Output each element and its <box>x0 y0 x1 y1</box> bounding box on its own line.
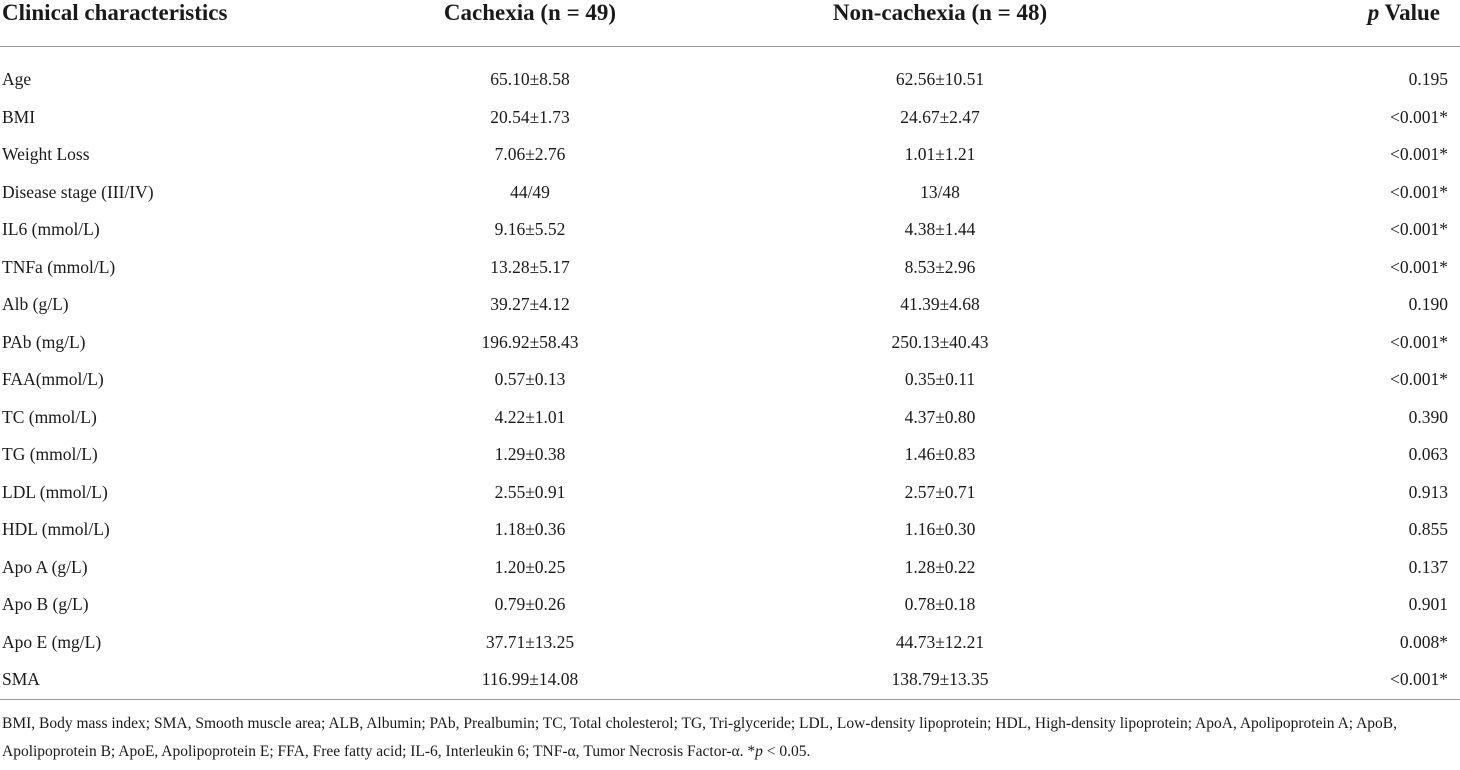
cell-non-cachexia: 13/48 <box>920 181 960 202</box>
cell-characteristic: Apo A (g/L) <box>2 556 88 577</box>
table-footnote <box>2 710 1457 766</box>
table-row <box>0 286 1460 324</box>
table-row <box>0 661 1460 699</box>
cell-cachexia: 1.20±0.25 <box>494 556 566 577</box>
cell-p-value: 0.190 <box>1408 294 1448 315</box>
cell-cachexia: 44/49 <box>510 181 550 202</box>
cell-cachexia: 39.27±4.12 <box>490 294 570 315</box>
cell-characteristic: PAb (mg/L) <box>2 331 86 352</box>
table-row <box>0 136 1460 174</box>
cell-non-cachexia: 0.78±0.18 <box>904 594 976 615</box>
cell-cachexia: 1.29±0.38 <box>494 444 566 465</box>
footnote-tail: < 0.05. <box>762 743 811 760</box>
table-row <box>0 436 1460 474</box>
cell-cachexia: 0.79±0.26 <box>494 594 566 615</box>
header-p-italic: p <box>1367 0 1380 25</box>
table-row <box>0 99 1460 137</box>
cell-p-value: 0.063 <box>1408 444 1448 465</box>
table-row <box>0 399 1460 437</box>
table-row <box>0 586 1460 624</box>
cell-characteristic: Apo E (mg/L) <box>2 631 102 652</box>
header-cachexia: Cachexia (n = 49) <box>443 0 617 25</box>
table-row <box>0 174 1460 212</box>
cell-cachexia: 9.16±5.52 <box>494 219 566 240</box>
header-row <box>0 0 1460 47</box>
cell-cachexia: 116.99±14.08 <box>330 661 730 699</box>
cell-characteristic: LDL (mmol/L) <box>2 481 108 502</box>
cell-characteristic: Apo B (g/L) <box>2 594 89 615</box>
cell-non-cachexia: 2.57±0.71 <box>904 481 976 502</box>
cell-non-cachexia: 0.35±0.11 <box>904 369 976 390</box>
cell-p-value: 0.855 <box>1408 519 1448 540</box>
cell-cachexia: 1.18±0.36 <box>494 519 566 540</box>
cell-p-value: 0.195 <box>1408 69 1448 90</box>
cell-cachexia: 4.22±1.01 <box>494 406 566 427</box>
cell-cachexia: 37.71±13.25 <box>485 631 575 652</box>
table-row <box>0 474 1460 512</box>
cell-cachexia: 7.06±2.76 <box>494 144 566 165</box>
cell-cachexia: 2.55±0.91 <box>494 481 566 502</box>
cell-characteristic: HDL (mmol/L) <box>2 519 110 540</box>
table-row <box>0 249 1460 287</box>
cell-non-cachexia: 1.46±0.83 <box>904 444 976 465</box>
cell-p-value: 0.901 <box>1408 594 1448 615</box>
cell-characteristic: TNFa (mmol/L) <box>2 256 116 277</box>
cell-non-cachexia: 4.37±0.80 <box>904 406 976 427</box>
table-row <box>0 624 1460 662</box>
cell-p-value: <0.001* <box>1150 661 1460 699</box>
cell-characteristic: Disease stage (III/IV) <box>2 181 154 202</box>
cell-non-cachexia: 138.79±13.35 <box>730 661 1150 699</box>
cell-cachexia: 65.10±8.58 <box>490 69 570 90</box>
cell-non-cachexia: 1.28±0.22 <box>904 556 976 577</box>
header-clinical-characteristics: Clinical characteristics <box>2 0 228 25</box>
cell-p-value: <0.001* <box>1390 181 1448 202</box>
cell-characteristic: IL6 (mmol/L) <box>2 219 100 240</box>
cell-characteristic: Alb (g/L) <box>2 294 69 315</box>
cell-p-value: 0.137 <box>1408 556 1448 577</box>
cell-characteristic: Weight Loss <box>2 144 90 165</box>
cell-cachexia: 196.92±58.43 <box>481 331 579 352</box>
cell-p-value: <0.001* <box>1390 106 1448 127</box>
header-value-word: Value <box>1379 0 1440 25</box>
cell-non-cachexia: 1.01±1.21 <box>904 144 976 165</box>
cell-characteristic: TG (mmol/L) <box>2 444 98 465</box>
cell-non-cachexia: 62.56±10.51 <box>895 69 985 90</box>
table-body <box>0 47 1460 700</box>
table-row <box>0 324 1460 362</box>
cell-non-cachexia: 1.16±0.30 <box>904 519 976 540</box>
table-row <box>0 511 1460 549</box>
cell-cachexia: 13.28±5.17 <box>490 256 570 277</box>
cell-non-cachexia: 250.13±40.43 <box>891 331 989 352</box>
table-row <box>0 361 1460 399</box>
footnote-p-italic: p <box>755 743 763 760</box>
table-row <box>0 61 1460 99</box>
cell-p-value: <0.001* <box>1390 219 1448 240</box>
cell-p-value: <0.001* <box>1390 256 1448 277</box>
cell-p-value: <0.001* <box>1390 331 1448 352</box>
table-row <box>0 549 1460 587</box>
cell-p-value: <0.001* <box>1390 144 1448 165</box>
cell-non-cachexia: 44.73±12.21 <box>895 631 985 652</box>
table-row <box>0 211 1460 249</box>
header-spacer <box>0 47 1460 62</box>
header-non-cachexia: Non-cachexia (n = 48) <box>832 0 1048 25</box>
cell-characteristic: FAA(mmol/L) <box>2 369 104 390</box>
cell-non-cachexia: 4.38±1.44 <box>904 219 976 240</box>
cell-non-cachexia: 41.39±4.68 <box>900 294 980 315</box>
cell-cachexia: 20.54±1.73 <box>490 106 570 127</box>
cell-p-value: 0.913 <box>1408 481 1448 502</box>
cell-non-cachexia: 8.53±2.96 <box>904 256 976 277</box>
cell-characteristic: SMA <box>0 661 330 699</box>
cell-p-value: 0.008* <box>1399 631 1448 652</box>
cell-cachexia: 0.57±0.13 <box>494 369 566 390</box>
cell-non-cachexia: 24.67±2.47 <box>900 106 980 127</box>
cell-p-value: <0.001* <box>1390 369 1448 390</box>
cell-characteristic: BMI <box>2 106 36 127</box>
footnote-text: BMI, Body mass index; SMA, Smooth muscle area; ALB, Albumin; PAb, Prealbumin; TC, Total cholesterol; TG, Tri-glyceride; LDL, Low-density lipoprotein; HDL, High-density lipoprotein; ApoA, Apolipoprotein A; ApoB, Apolipoprotein B; ApoE, Apolipoprotein E; FFA, Free fatty acid; IL-6, Interleukin 6; TNF-α, Tumor Necrosis Factor-α. * <box>2 715 1397 760</box>
cell-p-value: 0.390 <box>1408 406 1448 427</box>
cell-characteristic: TC (mmol/L) <box>2 406 97 427</box>
header-p-value <box>1150 0 1460 47</box>
table-header <box>0 0 1460 47</box>
cell-characteristic: Age <box>2 69 32 90</box>
